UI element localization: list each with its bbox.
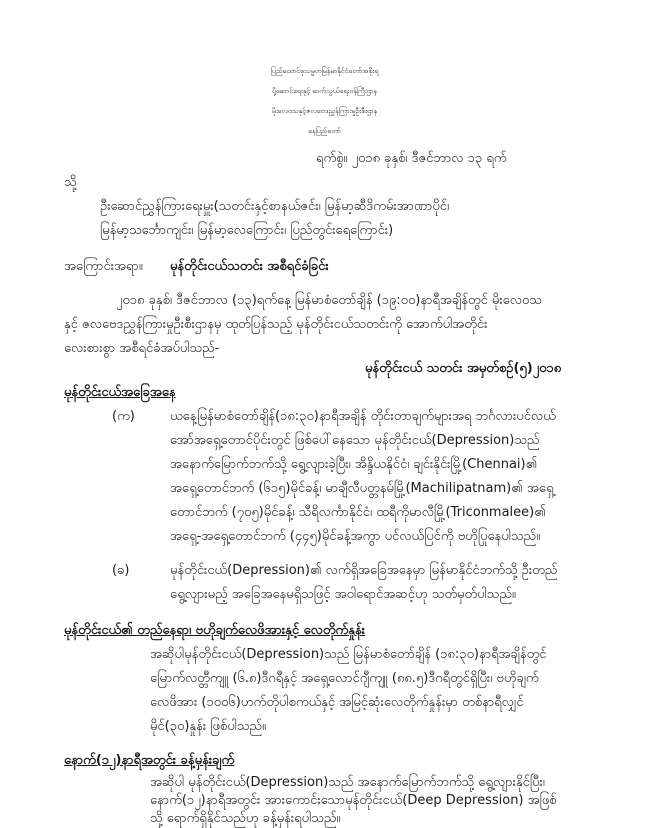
section-3-line-1: အဆိုပါ မုန်တိုင်းငယ်(Depression)သည် အနောက်မြောက်ဘက်သို့ ရွေ့လျားနိုင်ပြီး၊ bbox=[150, 775, 545, 790]
item-b-line-1: မုန်တိုင်းငယ်(Depression)၏ လက်ရှိအခြေအနေမှာ မြန်မာနိုင်ငံဘက်သို့ ဦးတည် bbox=[170, 563, 558, 578]
item-a-line-5: တောင်ဘက် (၇၀၅)မိုင်ခန့်၊ သီရိလင်္ကာနိုင်ငံ၊ ထရီကိုမာလီမြို့(Triconmalee)၏ bbox=[170, 505, 546, 520]
item-a-line-6: အရှေ့-အရှေ့တောင်ဘက် (၄၄၅)မိုင်ခန့်အကွာ ပင်လယ်ပြင်ကို ဗဟိုပြုနေပါသည်။ bbox=[170, 529, 541, 544]
subject-text: မုန်တိုင်းငယ်သတင်း အစီရင်ခံခြင်း bbox=[170, 259, 329, 274]
intro-line-3: လေးစားစွာ အစီရင်ခံအပ်ပါသည်- bbox=[64, 341, 220, 356]
item-a-line-3: အနောက်မြောက်ဘက်သို့ ရွေ့လျားခဲ့ပြီး၊ အိန္ဒိယနိုင်ငံ၊ ချင်းနိုင်းမြို့(Chennai)၏ bbox=[170, 457, 538, 472]
item-a-line-4: အရှေ့တောင်ဘက် (၆၁၅)မိုင်ခန့်၊ မာချီလီပတ္တနမ်မြို့(Machilipatnam)၏ အရှေ့ bbox=[170, 481, 554, 496]
intro-line-2: နှင့် ဇလဗေဒညွှန်ကြားမှုဦးစီးဌာနမှ ထုတ်ပြန်သည့် မုန်တိုင်းငယ်သတင်းကို အောက်ပါအတိုင်း bbox=[64, 317, 488, 332]
section-3-heading: နောက်(၁၂)နာရီအတွင်း ခန့်မှန်းချက် bbox=[64, 753, 235, 768]
section-1-heading: မုန်တိုင်းငယ်အခြေအနေ bbox=[64, 385, 176, 400]
recipient-line-2: မြန်မာ့သင်္ဘောကျင်း၊ မြန်မာ့လေကြောင်း၊ ပြည်တွင်းရေကြောင်း) bbox=[100, 223, 394, 238]
item-b-marker: (ခ) bbox=[112, 563, 130, 578]
section-3-line-2: နောက်(၁၂)နာရီအတွင်း အားကောင်းသောမုန်တိုင်းငယ်(Deep Depression) အဖြစ် bbox=[150, 793, 557, 808]
item-a-marker: (က) bbox=[112, 409, 135, 424]
section-2-heading: မုန်တိုင်းငယ်၏ တည်နေရာ၊ ဗဟိုချက်လေဖိအားနှင့် လေတိုက်နှုန်း bbox=[64, 623, 365, 638]
section-2-line-1: အဆိုပါမုန်တိုင်းငယ်(Depression)သည် မြန်မာစံတော်ချိန် (၁၈:၃၀)နာရီအချိန်တွင် bbox=[150, 647, 547, 662]
intro-line-1: ၂၀၁၈ ခုနှစ်၊ ဒီဇင်ဘာလ (၁၃)ရက်နေ့ မြန်မာစံတော်ချိန် (၁၉:၀၀)နာရီအချိန်တွင် မိုးလေဝသ bbox=[116, 293, 542, 308]
section-2-line-4: မိုင်(၃၀)နှုန်း ဖြစ်ပါသည်။ bbox=[150, 719, 266, 734]
header-line-3: မိုးလေဝသနှင့်ဇလဗေဒညွှန်ကြားမှုဦးစီးဌာန bbox=[271, 107, 378, 115]
item-b-line-2: ရွေ့လျားမည့် အခြေအနေမရှိသဖြင့် အဝါရောင်အဆင့်ဟု သတ်မှတ်ပါသည်။ bbox=[170, 587, 516, 602]
section-2-line-2: မြောက်လတ္တီကျူ (၆.၈)ဒီဂရီနှင့် အရှေ့လောင်ဂျီကျူ (၈၈.၅)ဒီဂရီတွင်ရှိပြီး၊ ဗဟိုချက် bbox=[150, 671, 539, 686]
header-line-1: ပြည်ထောင်စုသမ္မတမြန်မာနိုင်ငံတော်အစိုးရ bbox=[270, 67, 379, 75]
item-a-line-2: အော်အရှေ့တောင်ပိုင်းတွင် ဖြစ်ပေါ်နေသော မုန်တိုင်းငယ်(Depression)သည် bbox=[170, 433, 540, 448]
bulletin-number: မုန်တိုင်းငယ် သတင်း အမှတ်စဉ်(၅)၂၀၁၈ bbox=[365, 361, 562, 376]
subject-label: အကြောင်းအရာ။ bbox=[64, 259, 143, 274]
section-3-line-3: သို့ ရောက်ရှိနိုင်သည်ဟု ခန့်မှန်းရပါသည်။ bbox=[150, 811, 341, 826]
to-label: သို့ bbox=[64, 175, 77, 190]
recipient-line-1: ဦးဆောင်ညွှန်ကြားရေးမှူး(သတင်းနှင့်စာနယ်ဇင်း၊ မြန်မာ့ဆီဒိကမ်းအာဏာပိုင်၊ bbox=[100, 199, 450, 214]
item-a-line-1: ယနေ့မြန်မာစံတော်ချိန်(၁၈:၃၀)နာရီအချိန် တိုင်းတာချက်များအရ ဘင်္ဂလားပင်လယ် bbox=[170, 409, 556, 424]
header-line-4: နေပြည်တော် bbox=[308, 127, 341, 135]
section-2-line-3: လေဖိအား (၁၀၀၆)ဟက်တိုပါစကယ်နှင့် အမြင့်ဆုံးလေတိုက်နှုန်းမှာ တစ်နာရီလျှင် bbox=[150, 695, 524, 710]
date-line: ရက်စွဲ။ ၂၀၁၈ ခုနှစ်၊ ဒီဇင်ဘာလ ၁၃ ရက် bbox=[316, 151, 507, 166]
header-line-2: ပို့ဆောင်ရေးနှင့် ဆက်သွယ်ရေးဝန်ကြီးဌာန bbox=[272, 87, 377, 95]
